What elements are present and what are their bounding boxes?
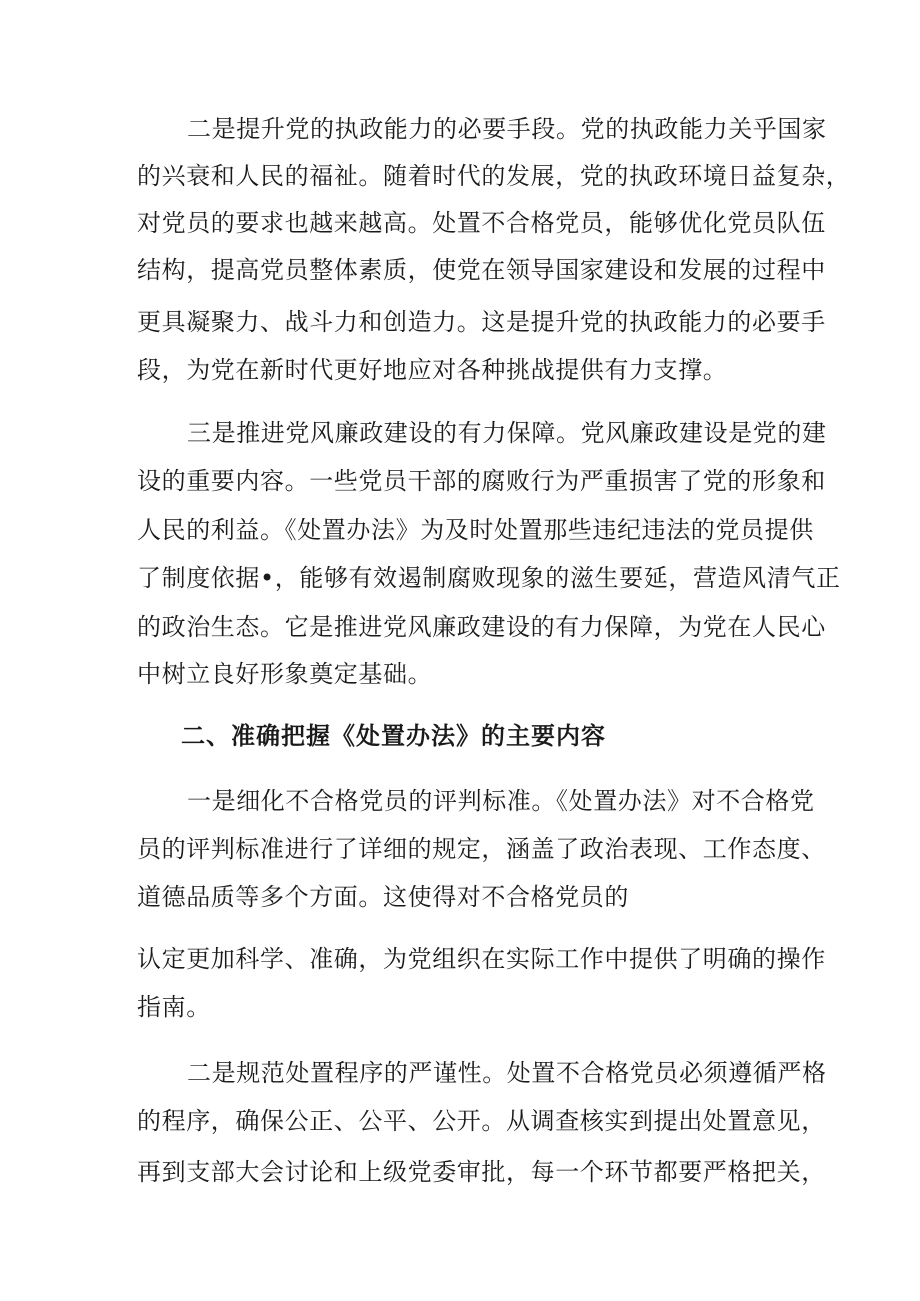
paragraph-line: 中树立良好形象奠定基础。 xyxy=(137,660,433,688)
paragraph-line: 对党员的要求也越来越高。处置不合格党员，能够优化党员队伍 xyxy=(137,209,826,237)
paragraph-line: 三是推进党风廉政建设的有力保障。党风廉政建设是党的建 xyxy=(187,419,827,447)
paragraph-line: 指南。 xyxy=(137,993,211,1021)
paragraph-line: 设的重要内容。一些党员干部的腐败行为严重损害了党的形象和 xyxy=(137,467,826,495)
paragraph-line: 了制度依据•，能够有效遏制腐败现象的滋生要延，营造风清气正 xyxy=(137,564,841,592)
paragraph-line: 段，为党在新时代更好地应对各种挑战提供有力支撑。 xyxy=(137,356,728,384)
paragraph-line: 结构，提高党员整体素质，使党在领导国家建设和发展的过程中 xyxy=(137,256,826,284)
paragraph-line: 人民的利益。《处置办法》为及时处置那些违纪违法的党员提供 xyxy=(137,516,814,544)
section-heading: 二、准确把握《处置办法》的主要内容 xyxy=(181,722,606,750)
paragraph-line: 二是提升党的执政能力的必要手段。党的执政能力关乎国家 xyxy=(187,115,827,143)
paragraph-line: 认定更加科学、准确，为党组织在实际工作中提供了明确的操作 xyxy=(137,945,826,973)
paragraph-line: 的兴衰和人民的福祉。随着时代的发展，党的执政环境日益复杂， xyxy=(137,162,851,190)
paragraph-line: 更具凝聚力、战斗力和创造力。这是提升党的执政能力的必要手 xyxy=(137,308,826,336)
paragraph-line: 的程序，确保公正、公平、公开。从调查核实到提出处置意见， xyxy=(137,1107,826,1135)
paragraph-line: 二是规范处置程序的严谨性。处置不合格党员必须遵循严格 xyxy=(187,1059,827,1087)
paragraph-line: 的政治生态。它是推进党风廉政建设的有力保障，为党在人民心 xyxy=(137,613,826,641)
paragraph-line: 员的评判标准进行了详细的规定，涵盖了政治表现、工作态度、 xyxy=(137,835,826,863)
paragraph-line: 一是细化不合格党员的评判标准。《处置办法》对不合格党 xyxy=(187,787,815,815)
paragraph-line: 再到支部大会讨论和上级党委审批，每一个环节都要严格把关， xyxy=(137,1158,826,1186)
paragraph-line: 道德品质等多个方面。这使得对不合格党员的 xyxy=(137,883,629,911)
